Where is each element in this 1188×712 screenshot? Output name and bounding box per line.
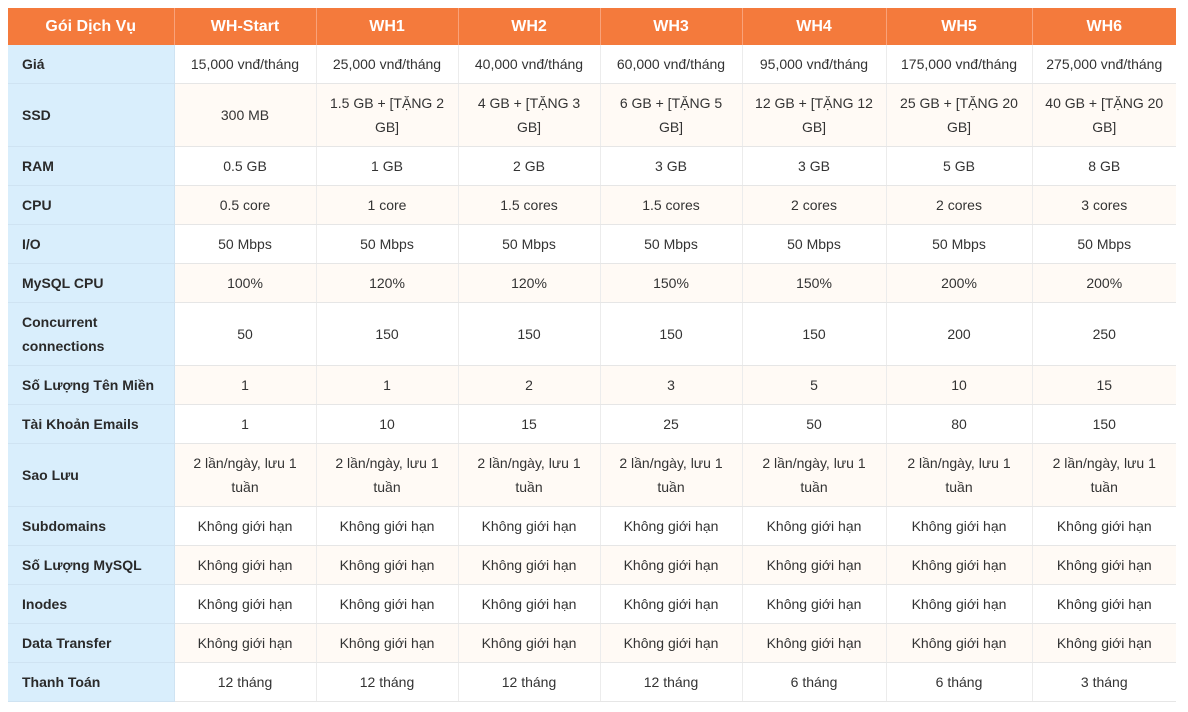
table-cell: 50 Mbps (886, 225, 1032, 264)
table-cell: 50 Mbps (742, 225, 886, 264)
table-cell: 3 GB (600, 147, 742, 186)
table-cell: Không giới hạn (742, 624, 886, 663)
table-cell: 1 (174, 366, 316, 405)
table-cell: Không giới hạn (458, 507, 600, 546)
table-cell: 2 lần/ngày, lưu 1 tuần (174, 444, 316, 507)
header-row (8, 8, 1176, 45)
table-cell: 5 GB (886, 147, 1032, 186)
table-cell: 120% (316, 264, 458, 303)
table-cell: 3 cores (1032, 186, 1176, 225)
table-cell: 12 tháng (600, 663, 742, 702)
table-cell: 40 GB + [TẶNG 20 GB] (1032, 84, 1176, 147)
table-cell: Không giới hạn (1032, 546, 1176, 585)
table-cell: Không giới hạn (742, 585, 886, 624)
table-cell: 60,000 vnđ/tháng (600, 45, 742, 84)
table-cell: 50 (742, 405, 886, 444)
table-cell: 2 lần/ngày, lưu 1 tuần (1032, 444, 1176, 507)
table-cell: Không giới hạn (886, 585, 1032, 624)
table-cell: Không giới hạn (886, 624, 1032, 663)
row-label: Thanh Toán (8, 663, 174, 702)
table-row (8, 507, 1176, 546)
table-cell: 2 lần/ngày, lưu 1 tuần (600, 444, 742, 507)
table-cell: Không giới hạn (742, 546, 886, 585)
table-cell: 2 cores (742, 186, 886, 225)
table-cell: 250 (1032, 303, 1176, 366)
pricing-table (8, 8, 1176, 702)
table-cell: Không giới hạn (458, 585, 600, 624)
table-cell: 2 GB (458, 147, 600, 186)
table-cell: 150 (1032, 405, 1176, 444)
table-cell: 50 Mbps (458, 225, 600, 264)
table-cell: 2 cores (886, 186, 1032, 225)
table-row (8, 303, 1176, 366)
table-cell: 15 (1032, 366, 1176, 405)
table-cell: 2 lần/ngày, lưu 1 tuần (316, 444, 458, 507)
table-cell: Không giới hạn (886, 546, 1032, 585)
row-label: Data Transfer (8, 624, 174, 663)
row-label: I/O (8, 225, 174, 264)
table-row (8, 405, 1176, 444)
table-cell: 2 lần/ngày, lưu 1 tuần (886, 444, 1032, 507)
table-cell: 4 GB + [TẶNG 3 GB] (458, 84, 600, 147)
table-cell: 200% (1032, 264, 1176, 303)
row-label: Số Lượng Tên Miền (8, 366, 174, 405)
plan-header-wh1: WH1 (316, 8, 458, 45)
table-row (8, 225, 1176, 264)
table-cell: 8 GB (1032, 147, 1176, 186)
table-row (8, 186, 1176, 225)
table-cell: 150 (316, 303, 458, 366)
table-cell: Không giới hạn (174, 624, 316, 663)
plan-header-wh6: WH6 (1032, 8, 1176, 45)
table-cell: 1.5 cores (600, 186, 742, 225)
table-cell: 50 Mbps (174, 225, 316, 264)
table-cell: 1 (316, 366, 458, 405)
plan-header-wh2: WH2 (458, 8, 600, 45)
table-cell: 95,000 vnđ/tháng (742, 45, 886, 84)
table-row (8, 663, 1176, 702)
table-cell: Không giới hạn (1032, 507, 1176, 546)
table-cell: Không giới hạn (1032, 624, 1176, 663)
table-cell: 275,000 vnđ/tháng (1032, 45, 1176, 84)
table-cell: 1 (174, 405, 316, 444)
table-cell: Không giới hạn (886, 507, 1032, 546)
table-cell: 300 MB (174, 84, 316, 147)
pricing-table-body (8, 45, 1176, 702)
table-row (8, 624, 1176, 663)
table-cell: 10 (886, 366, 1032, 405)
table-cell: Không giới hạn (1032, 585, 1176, 624)
plan-header-wh3: WH3 (600, 8, 742, 45)
row-label: MySQL CPU (8, 264, 174, 303)
table-cell: 5 (742, 366, 886, 405)
table-cell: 12 tháng (316, 663, 458, 702)
table-cell: 25,000 vnđ/tháng (316, 45, 458, 84)
table-cell: 150 (458, 303, 600, 366)
table-cell: 2 (458, 366, 600, 405)
row-label: Sao Lưu (8, 444, 174, 507)
table-cell: 2 lần/ngày, lưu 1 tuần (458, 444, 600, 507)
plan-header-wh4: WH4 (742, 8, 886, 45)
table-cell: Không giới hạn (600, 546, 742, 585)
table-cell: 12 tháng (174, 663, 316, 702)
table-cell: 200 (886, 303, 1032, 366)
row-label: RAM (8, 147, 174, 186)
table-cell: 150 (742, 303, 886, 366)
table-cell: 200% (886, 264, 1032, 303)
table-cell: Không giới hạn (458, 546, 600, 585)
table-row (8, 147, 1176, 186)
table-cell: Không giới hạn (174, 507, 316, 546)
table-cell: 25 GB + [TẶNG 20 GB] (886, 84, 1032, 147)
table-cell: 0.5 core (174, 186, 316, 225)
table-cell: 15 (458, 405, 600, 444)
table-cell: 100% (174, 264, 316, 303)
table-cell: Không giới hạn (458, 624, 600, 663)
table-row (8, 366, 1176, 405)
table-cell: 150 (600, 303, 742, 366)
table-cell: 6 GB + [TẶNG 5 GB] (600, 84, 742, 147)
table-cell: 6 tháng (886, 663, 1032, 702)
table-row (8, 264, 1176, 303)
row-label: CPU (8, 186, 174, 225)
table-cell: 3 GB (742, 147, 886, 186)
table-cell: 1.5 cores (458, 186, 600, 225)
row-label: Giá (8, 45, 174, 84)
table-cell: 175,000 vnđ/tháng (886, 45, 1032, 84)
table-row (8, 585, 1176, 624)
table-cell: 150% (600, 264, 742, 303)
row-label: Inodes (8, 585, 174, 624)
table-cell: 25 (600, 405, 742, 444)
table-cell: Không giới hạn (600, 585, 742, 624)
table-cell: 10 (316, 405, 458, 444)
pricing-table-container (8, 8, 1176, 702)
table-cell: 1 GB (316, 147, 458, 186)
plan-header-wh5: WH5 (886, 8, 1032, 45)
table-row (8, 84, 1176, 147)
table-cell: Không giới hạn (600, 624, 742, 663)
table-cell: Không giới hạn (174, 546, 316, 585)
table-cell: 3 tháng (1032, 663, 1176, 702)
table-cell: 40,000 vnđ/tháng (458, 45, 600, 84)
table-cell: Không giới hạn (742, 507, 886, 546)
plan-header-wh-start: WH-Start (174, 8, 316, 45)
table-cell: 12 GB + [TẶNG 12 GB] (742, 84, 886, 147)
table-cell: 80 (886, 405, 1032, 444)
table-cell: 15,000 vnđ/tháng (174, 45, 316, 84)
table-cell: 12 tháng (458, 663, 600, 702)
row-label: Concurrent connections (8, 303, 174, 366)
table-cell: 1.5 GB + [TẶNG 2 GB] (316, 84, 458, 147)
table-cell: Không giới hạn (316, 546, 458, 585)
table-cell: Không giới hạn (316, 507, 458, 546)
table-cell: 50 Mbps (316, 225, 458, 264)
table-cell: Không giới hạn (316, 624, 458, 663)
table-row (8, 546, 1176, 585)
table-cell: 50 Mbps (1032, 225, 1176, 264)
table-cell: 3 (600, 366, 742, 405)
table-cell: 50 (174, 303, 316, 366)
row-label: Số Lượng MySQL (8, 546, 174, 585)
header-label: Gói Dịch Vụ (8, 8, 174, 45)
table-cell: Không giới hạn (174, 585, 316, 624)
table-cell: 0.5 GB (174, 147, 316, 186)
table-cell: 6 tháng (742, 663, 886, 702)
table-cell: 150% (742, 264, 886, 303)
table-cell: Không giới hạn (600, 507, 742, 546)
table-cell: 50 Mbps (600, 225, 742, 264)
table-cell: 2 lần/ngày, lưu 1 tuần (742, 444, 886, 507)
row-label: Tài Khoản Emails (8, 405, 174, 444)
row-label: Subdomains (8, 507, 174, 546)
table-row (8, 45, 1176, 84)
table-cell: 120% (458, 264, 600, 303)
row-label: SSD (8, 84, 174, 147)
table-cell: Không giới hạn (316, 585, 458, 624)
table-row (8, 444, 1176, 507)
table-cell: 1 core (316, 186, 458, 225)
